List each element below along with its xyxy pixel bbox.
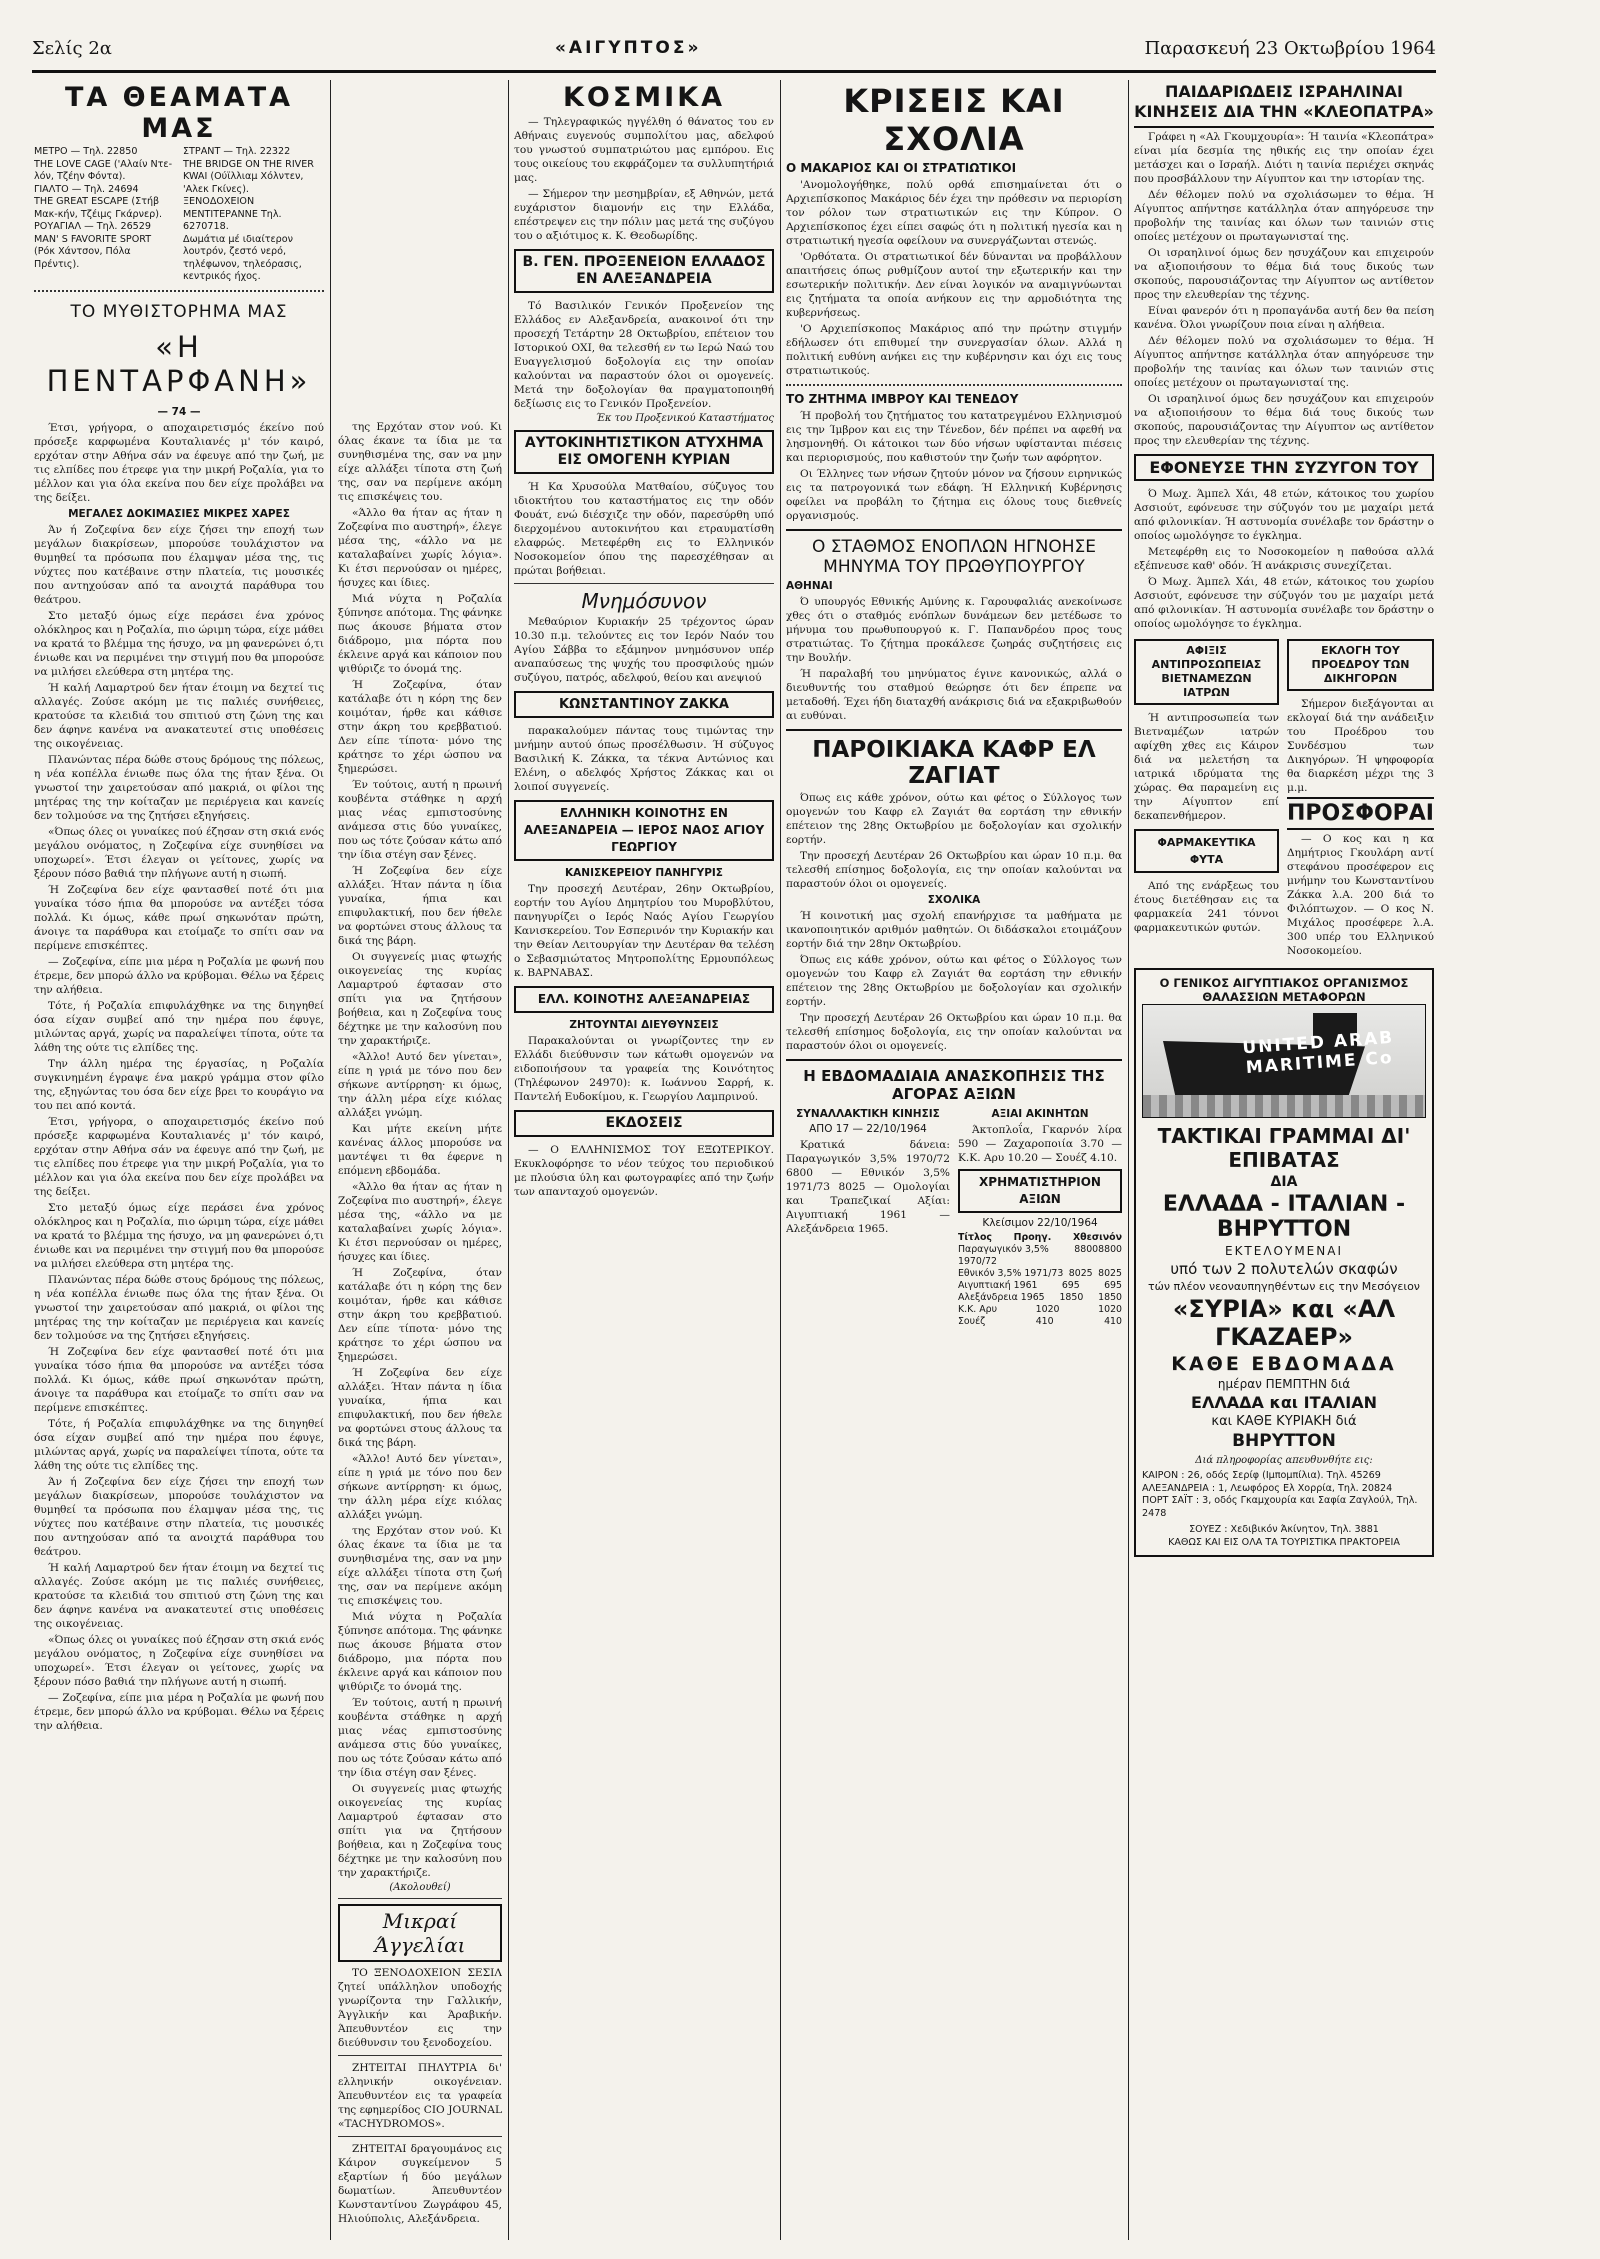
market-review-left: [786, 1105, 950, 1328]
stock-name: Εθνικόν 3,5% 1971/73: [958, 1268, 1064, 1279]
market-paragraph: Κρατικά δάνεια: Παραγωγικόν 3,5% 1970/72 6800 — Εθνικόν 3,5% 1971/73 8025 — Ομολογίαι και Τραπεζικαί Αξίαι: Αιγυπτιακή 1961 — Αλεξάνδρεια 1965.: [786, 1139, 950, 1235]
stock-prev: 1020: [1035, 1304, 1060, 1315]
ad-line: και ΚΑΘΕ ΚΥΡΙΑΚΗ διά: [1211, 1414, 1357, 1429]
classified-ad: ΤΟ ΞΕΝΟΔΟΧΕΙΟΝ ΣΕΣΙΛ ζητεί υπάλληλον υποδοχής γνωρίζοντα την Γαλλικήν, Άγγλικήν και Άραβικήν. Άπευθυντέον εις την διεύθυνσιν του ξενοδοχείου.: [338, 1967, 502, 2049]
column-novel-classifieds: [338, 420, 502, 2228]
ad-contact: ΠΟΡΤ ΣΑΪΤ : 3, οδός Γκαμχουρία και Σαφία Ζαγλούλ, Τηλ. 2478: [1142, 1495, 1418, 1519]
ad-line: ΕΚΤΕΛΟΥΜΕΝΑΙ: [1224, 1244, 1343, 1258]
stock-close: 695: [1104, 1280, 1122, 1291]
novel-paragraph: Έν τούτοις, αυτή η πρωινή κουβέντα στάθηκε η αρχή μιας νέας εμπιστοσύνης ανάμεσα στις δύο γυναίκες, που ως τότε ζούσαν κάτω από την ίδια στέγη σαν ξένες.: [338, 1697, 502, 1779]
memorial-text: παρακαλούμεν πάντας τους τιμώντας την μνήμην αυτού όπως προσέλθωσιν. Ή σύζυγος Βασιλική Κ. Ζάκκα, τα τέκνα Αντώνιος και Ελένη, ο αδελφός Χρήστος Ζάκκας και οι λοιποί συγγενείς.: [514, 725, 774, 793]
ad-organisation: Ο ΓΕΝΙΚΟΣ ΑΙΓΥΠΤΙΑΚΟΣ ΟΡΓΑΝΙΣΜΟΣ ΘΑΛΑΣΣΙΩΝ ΜΕΤΑΦΟΡΩΝ: [1159, 976, 1409, 1004]
divider: [514, 583, 774, 584]
social-title: ΚΟΣΜΙΚΑ: [562, 82, 726, 113]
theatre-title: ΤΑ ΘΕΑΜΑΤΑ ΜΑΣ: [64, 82, 294, 144]
story-paragraph: 'Ο Αρχιεπίσκοπος Μακάριος από την πρώτην στιγμήν εδήλωσεν ότι επιθυμεί την συνεργασίαν όλων. Αλλά η πολιτική ευθύνη ανήκει εις την κυβέρνησιν και όχι εις τους στρατιωτικούς.: [786, 323, 1122, 377]
novel-paragraph: Ή Ζοζεφίνα δεν είχε φαντασθεί ποτέ ότι μια γυναίκα τόσο ήπια θα μπορούσε να αντέξει τόσα πολλά. Κι όμως, κάθε πρωί σηκωνόταν πρώτη, άνοιγε τα παράθυρα και ετοίμαζε το σπίτι σαν να περίμενε επισκέπτες.: [34, 883, 324, 952]
novel-paragraph: Τότε, ή Ροζαλία επιφυλάχθηκε να της διηγηθεί όσα είχαν συμβεί από την ημέρα που έφυγε, μιλώντας αργά, χωρίς να παραλείψει τίποτα, ούτε τα λάθη της ούτε τις ελπίδες της.: [34, 999, 324, 1054]
column-rule: [508, 80, 509, 2240]
masthead: «ΑΙΓΥΠΤΟΣ»: [554, 38, 702, 58]
column-theatre-novel: [34, 80, 324, 1735]
story-paragraph: 'Ανομολογήθηκε, πολύ ορθά επισημαίνεται ότι ο Αρχιεπίσκοπος Μακάριος δέν έχει την πρόθεσιν να περιορίση τον ρόλον των στρατιωτικών εις την Κύπρον. Ο Αρχιεπίσκοπος έχει είπει σαφώς ότι η πολιτική ηγεσία και η στρατιωτική ηγεσία οφείλουν να συνεργάζωνται στενώς.: [786, 179, 1122, 247]
dateline: ΑΘΗΝΑΙ: [786, 580, 833, 592]
cinema-line: ΜΕΤΡΟ — Τηλ. 22850: [34, 146, 138, 157]
church-heading: ΕΛΛΗΝΙΚΗ ΚΟΙΝΟΤΗΣ ΕΝ ΑΛΕΞΑΝΔΡΕΙΑ — ΙΕΡΟΣ ΝΑΟΣ ΑΓΙΟΥ ΓΕΩΡΓΙΟΥ: [514, 800, 774, 861]
novel-paragraph: Πλανώντας πέρα δώθε στους δρόμους της πόλεως, η νέα κοπέλλα ένιωθε πως όλα της ήταν ξένα. Οι γνωστοί την χαιρετούσαν από μακριά, οι φίλοι της μητέρας της την κοίταζαν με περιέργεια και κανείς δεν τολμούσε να της ζητήσει εξηγήσεις.: [34, 753, 324, 822]
community-subheading: ΖΗΤΟΥΝΤΑΙ ΔΙΕΥΘΥΝΣΕΙΣ: [569, 1019, 719, 1031]
story-paragraph: Οι Έλληνες των νήσων ζητούν μόνον να ζήσουν ειρηνικώς εις τα πατρογονικά των εδάφη. Ή Ελληνική Κυβέρνησις οφείλει να προβάλη το ζήτημα εις όλους τους διεθνείς οργανισμούς.: [786, 468, 1122, 522]
cinema-line: ΓΙΑΛΤΟ — Τηλ. 24694: [34, 183, 139, 195]
column-comments: [786, 80, 1122, 1328]
stocks-row: [958, 1292, 1122, 1304]
sea-waves: [1143, 1095, 1425, 1117]
offers-title: ΠΡΟΣΦΟΡΑΙ: [1287, 797, 1434, 830]
story-paragraph: Ή κοινοτική μας σχολή επανήρχισε τα μαθήματα με ικανοποιητικόν αριθμόν μαθητών. Οι διδάσκαλοι ετοιμάζουν εορτήν διά την 28ην Οκτωβρίου.: [786, 910, 1122, 950]
stocks-row: [958, 1280, 1122, 1292]
story-paragraph: Οι ισραηλινοί όμως δεν ησυχάζουν και επιχειρούν να αξιοποιήσουν το θέμα διά τους δικούς των σκοπούς, παρουσιάζοντας την Αίγυπτον ως αντίθετον προς την ελευθερίαν της τέχνης.: [1134, 247, 1434, 301]
stock-prev: 1850: [1059, 1292, 1084, 1303]
stocks-date: Κλείσιμον 22/10/1964: [982, 1217, 1098, 1229]
continued-note: (Ακολουθεί): [389, 1882, 451, 1893]
novel-paragraph: Στο μεταξύ όμως είχε περάσει ένα χρόνος ολόκληρος και η Ροζαλία, πιο ώριμη τώρα, είχε μάθει να κρατά το βλέμμα της ήσυχο, να μη φανερώνει ό,τι ένιωθε και να περιμένει την στιγμή που θα μπορούσε να μιλήσει ελεύθερα στη μητέρα της.: [34, 609, 324, 678]
novel-paragraph: Ή Ζοζεφίνα, όταν κατάλαβε ότι η κόρη της δεν κοιμόταν, ήρθε και κάθισε στην άκρη του κρεββατιού. Δεν είπε τίποτα· μόνο της κράτησε το χέρι ώσπου να ξημερώσει.: [338, 679, 502, 775]
novel-paragraph: Έτσι, γρήγορα, ο αποχαιρετισμός έκείνο πού πρόσεξε καρφωμένα Κουταλιανές μ' τόν καιρό, ερχόταν στην Αθήνα σάν να έφευγε από την ζωή, με τις ελπίδες που έτρεφε για την μικρή Ροζαλία, για το μέλλον και για όλα εκείνα που δεν είχε προλάβει να της δείξει.: [34, 1115, 324, 1198]
novel-paragraph: Έν τούτοις, αυτή η πρωινή κουβέντα στάθηκε η αρχή μιας νέας εμπιστοσύνης ανάμεσα στις δύο γυναίκες, που ως τότε ζούσαν κάτω από την ίδια στέγη σαν ξένες.: [338, 779, 502, 861]
consulate-heading: Β. ΓΕΝ. ΠΡΟΞΕΝΕΙΟΝ ΕΛΛΑΔΟΣ ΕΝ ΑΛΕΞΑΝΔΡΕΙΑ: [514, 249, 774, 293]
story-paragraph: Δέν θέλομεν πολύ να σχολιάσωμεν το θέμα. Ή Αίγυπτος απήντησε κατάλληλα όταν απηγόρευσε την προβολήν της ταινίας και όλων των ταινιών στις οποίες μετέχουν οι πρωταγωνισταί της.: [1134, 189, 1434, 243]
column-rule: [780, 80, 781, 2240]
stock-close: 1850: [1098, 1292, 1122, 1303]
story-paragraph: Ή προβολή του ζητήματος του κατατρεγμένου Ελληνισμού εις την Ίμβρον και εις την Τένεδον, δέν πρέπει να αφεθή να λησμονηθή. Οι κάτοικοι των δύο νήσων υφίστανται πιέσεις και περιορισμούς, που καθιστούν την ζωήν των αφόρητον.: [786, 410, 1122, 464]
cinema-line: Δωμάτια μέ ιδιαίτερον λουτρόν, ζεστό νερό, τηλέφωνον, τηλεόρασις, κεντρικός ήχος.: [183, 233, 302, 282]
novel-paragraph: — Ζοζεφίνα, είπε μια μέρα η Ροζαλία με φωνή που έτρεμε, δεν μπορώ άλλο να κρύβομαι. Θέλω να ξέρεις την αλήθεια.: [34, 955, 324, 996]
publications-text: — Ο ΕΛΛΗΝΙΣΜΟΣ ΤΟΥ ΕΞΩΤΕΡΙΚΟΥ. Εκυκλοφόρησε το νέον τεύχος του περιοδικού με πλούσια ύλη και φωτογραφίες από την ζωήν των απανταχού ομογενών.: [514, 1144, 774, 1198]
stock-close: 410: [1104, 1316, 1122, 1327]
divider: [338, 1898, 502, 1899]
story-paragraph: Γράφει η «Αλ Γκουμχουρία»: Ή ταινία «Κλεοπάτρα» είναι μία δεσμία της ηθικής εις την οποίαν έχει μετάσχει και ο Ισραήλ. Διότι η ταινία περιέχει σκηνάς που προσβάλλουν την Αίγυπτον και την ιστορίαν της.: [1134, 131, 1434, 185]
ad-line: ΚΑΘΕ ΕΒΔΟΜΑΔΑ: [1171, 1353, 1397, 1375]
story-heading: Ο ΜΑΚΑΡΙΟΣ ΚΑΙ ΟΙ ΣΤΡΑΤΙΩΤΙΚΟΙ: [786, 161, 1017, 175]
novel-paragraph: Μιά νύχτα η Ροζαλία ξύπνησε απότομα. Της φάνηκε πως άκουσε βήματα στον διάδρομο, μια πόρτα που έκλεινε αργά και κάποιον που ψιθύριζε το όνομά της.: [338, 1611, 502, 1693]
ad-contact: ΚΑΙΡΟΝ : 26, οδός Σερίφ (Ιμπομπίλια). Τηλ. 45269: [1142, 1470, 1381, 1481]
community-heading: ΕΛΛ. ΚΟΙΝΟΤΗΣ ΑΛΕΞΑΝΔΡΕΙΑΣ: [514, 986, 774, 1013]
market-dates: ΑΠΟ 17 — 22/10/1964: [809, 1123, 927, 1135]
page-header: [32, 26, 1436, 73]
divider: [786, 384, 1122, 386]
cinema-line: ΣΤΡΑΝΤ — Τηλ. 22322: [183, 146, 291, 157]
novel-subhead: ΜΕΓΑΛΕΣ ΔΟΚΙΜΑΣΙΕΣ ΜΙΚΡΕΣ ΧΑΡΕΣ: [68, 507, 290, 520]
market-subheading: ΣΥΝΑΛΛΑΚΤΙΚΗ ΚΙΝΗΣΙΣ: [796, 1108, 940, 1120]
accident-story: Ή Κα Χρυσούλα Ματθαίου, σύζυγος του ιδιοκτήτου του καταστήματος εις την οδόν Φουάτ, ενώ διέσχιζε την οδόν, παρεσύρθη υπό διερχομένου αυτοκινήτου και ετραυματίσθη ελαφρώς. Μετεφέρθη εις το Ελληνικόν Νοσοκομείον όπου της παρεσχέθησαν αι πρώται βοήθειαι.: [514, 481, 774, 577]
novel-paragraph: Την άλλη ημέρα της έργασίας, η Ροζαλία συγκινημένη έγραψε ένα μακρύ γράμμα στον φίλο της, εξηγώντας του όσα δεν είχε βρει το κουράγιο να του πει από κοντά.: [34, 1057, 324, 1112]
divider: [786, 529, 1122, 531]
ad-destinations: ΕΛΛΑΔΑ - ΙΤΑΛΙΑΝ - ΒΗΡΥΤΤΟΝ: [1162, 1192, 1406, 1242]
cinema-line: ΞΕΝΟΔΟΧΕΙΟΝ ΜΕΝΤΙΤΕΡΑΝΝΕ Τηλ. 6270718.: [183, 196, 282, 232]
lawyers-heading: ΕΚΛΟΓΗ ΤΟΥ ΠΡΟΕΔΡΟΥ ΤΩΝ ΔΙΚΗΓΟΡΩΝ: [1287, 639, 1434, 691]
herbs-heading: ΦΑΡΜΑΚΕΥΤΙΚΑ ΦΥΤΑ: [1134, 829, 1279, 873]
ad-contact: ΑΛΕΞΑΝΔΡΕΙΑ : 1, Λεωφόρος Ελ Χορρία, Τηλ. 20824: [1142, 1482, 1393, 1494]
story-paragraph: Ό υπουργός Εθνικής Αμύνης κ. Γαρουφαλιάς ανεκοίνωσε χθες ότι ο σταθμός ενόπλων δυνάμεων δεν μετέδωσε το μήνυμα του πρωθυπουργού κ. Γ. Παπανδρέου προς τους στρατιώτας. Το ζήτημα προκάλεσε ζωηράς συζητήσεις εις την Βουλήν.: [786, 596, 1122, 664]
ad-line: ΕΛΛΑΔΑ και ΙΤΑΛΙΑΝ: [1191, 1393, 1377, 1412]
church-subheading: ΚΑΝΙΣΚΕΡΕΙΟΥ ΠΑΝΗΓΥΡΙΣ: [565, 867, 723, 879]
novel-title: «Η ΠΕΝΤΑΡΦΑΝΗ»: [46, 329, 312, 398]
news-box-left: [1134, 633, 1279, 960]
novel-paragraph: «Άλλο θα ήταν ας ήταν η Ζοζεφίνα πιο αυστηρή», έλεγε μέσα της, «άλλο να με καταλαβαίνει χωρίς λόγια». Κι έτσι περνούσαν οι ημέρες, ήσυχες και ίδιες.: [338, 507, 502, 589]
stocks-header-row: [958, 1232, 1122, 1244]
stock-name: Σουέζ: [958, 1316, 986, 1327]
column-social: [514, 80, 774, 1201]
novel-paragraph: «Όπως όλες οι γυναίκες πού έζησαν στη σκιά ενός μεγάλου ονόματος, η Ζοζεφίνα είχε συνηθίσει να υποχωρεί». Έτσι έλεγαν οι γείτονες, χωρίς να ξέρουν πόσο βαθιά την πλήγωνε αυτή η σιωπή.: [34, 1633, 324, 1688]
ad-line: τών πλέον νεοναυπηγηθέντων εις την Μεσόγειον: [1148, 1280, 1420, 1293]
accident-heading: ΑΥΤΟΚΙΝΗΤΙΣΤΙΚΟΝ ΑΤΥΧΗΜΑ ΕΙΣ ΟΜΟΓΕΝΗ ΚΥΡΙΑΝ: [514, 430, 774, 474]
stock-name: Παραγωγικόν 3,5% 1970/72: [958, 1244, 1049, 1267]
ad-headline: ΤΑΚΤΙΚΑΙ ΓΡΑΜΜΑΙ ΔΙ' ΕΠΙΒΑΤΑΣ: [1157, 1124, 1411, 1172]
cleopatra-heading: ΠΑΙΔΑΡΙΩΔΕΙΣ ΙΣΡΑΗΛΙΝΑΙ ΚΙΝΗΣΕΙΣ ΔΙΑ ΤΗΝ «ΚΛΕΟΠΑΤΡΑ»: [1134, 82, 1434, 128]
column-news: [1134, 80, 1434, 1565]
story-paragraph: 'Ορθότατα. Οι στρατιωτικοί δέν δύνανται να προβάλλουν απαιτήσεις όπως ρυθμίζουν αυτοί την εξωτερικήν και την εσωτερικήν πολιτικήν. Δεν είναι λογικόν να αναμιγνύωνται εις ζητήματα τα οποία ανήκουν εις την αρμοδιότητα της κυβερνήσεως.: [786, 251, 1122, 319]
stocks-column-header: Προηγ.: [1013, 1232, 1052, 1243]
page-label: Σελίς 2α: [32, 37, 112, 59]
chapter-number: — 74 —: [157, 405, 201, 418]
column-rule: [330, 80, 331, 2240]
divider: [786, 1059, 1122, 1061]
story-paragraph: Από της ενάρξεως του έτους διετέθησαν εις τα φαρμακεία 241 τόννοι φαρμακευτικών φυτών.: [1134, 880, 1279, 934]
ship-illustration: [1142, 1004, 1426, 1118]
novel-paragraph: «Όπως όλες οι γυναίκες πού έζησαν στη σκιά ενός μεγάλου ονόματος, η Ζοζεφίνα είχε συνηθίσει να υποχωρεί». Έτσι έλεγαν οι γείτονες, χωρίς να ξέρουν πόσο βαθιά την πλήγωνε αυτή η σιωπή.: [34, 825, 324, 880]
novel-paragraph: Ή Ζοζεφίνα δεν είχε αλλάξει. Ήταν πάντα η ίδια γυναίκα, ήπια και επιφυλακτική, που δεν ήθελε να φορτώνει στους άλλους τα δικά της βάρη.: [338, 1367, 502, 1449]
story-paragraph: Δέν θέλομεν πολύ να σχολιάσωμεν το θέμα. Ή Αίγυπτος απήντησε κατάλληλα όταν απηγόρευσε την προβολήν της ταινίας και όλων των ταινιών στις οποίες μετέχουν οι πρωταγωνισταί της.: [1134, 335, 1434, 389]
ad-line: ΒΗΡΥΤΤΟΝ: [1232, 1431, 1336, 1451]
consulate-signature: Έκ του Προξενικού Καταστήματος: [595, 413, 774, 424]
memorial-title: Μνημόσυνον: [581, 589, 707, 613]
divider: [786, 729, 1122, 731]
novel-paragraph: Οι συγγενείς μιας φτωχής οικογενείας της κυρίας Λαμαρτρού έφτασαν στο σπίτι για να ζητήσουν βοήθεια, και η Ζοζεφίνα τους δέχτηκε με την καλοσύνη που την χαρακτήριζε.: [338, 1783, 502, 1879]
offers-text: — Ο κος και η κα Δημήτριος Γκουλάρη αντί στεφάνου προσέφερον εις μνήμην του Κωνσταντίνου Ζάκκα λ.Α. 200 διά το Φιλόπτωχον. — Ο κος Ν. Μιχάλος προσέφερε λ.Α. 300 υπέρ του Ελληνικού Νοσοκομείου.: [1286, 833, 1434, 957]
news-box-right: [1287, 633, 1434, 960]
publications-heading: ΕΚΔΟΣΕΙΣ: [514, 1110, 774, 1137]
stocks-column-header: Τίτλος: [958, 1232, 992, 1243]
stock-prev: 695: [1061, 1280, 1080, 1291]
novel-paragraph: — Ζοζεφίνα, είπε μια μέρα η Ροζαλία με φωνή που έτρεμε, δεν μπορώ άλλο να κρύβομαι. Θέλω να ξέρεις την αλήθεια.: [34, 1691, 324, 1732]
story-heading: Ο ΣΤΑΘΜΟΣ ΕΝΟΠΛΩΝ ΗΓΝΟΗΣΕ ΜΗΝΥΜΑ ΤΟΥ ΠΡΩΘΥΠΟΥΡΓΟΥ: [811, 537, 1097, 577]
novel-paragraph: Πλανώντας πέρα δώθε στους δρόμους της πόλεως, η νέα κοπέλλα ένιωθε πως όλα της ήταν ξένα. Οι γνωστοί την χαιρετούσαν από μακριά, οι φίλοι της μητέρας της την κοίταζαν με περιέργεια και κανείς δεν τολμούσε να της ζητήσει εξηγήσεις.: [34, 1273, 324, 1342]
stocks-row: [958, 1268, 1122, 1280]
ship-banner-text: UNITED ARAB MARITIME Co: [1241, 1027, 1395, 1079]
story-paragraph: Ή παραλαβή του μηνύματος έγινε κανονικώς, αλλά ο διευθυντής του σταθμού θεώρησε ότι δεν έπρεπε να μεταδοθή. Έχει ήδη διαταχθή ανάκρισις διά να εξακριβωθούν αι ευθύναι.: [786, 668, 1122, 722]
column-rule: [1128, 80, 1129, 2240]
market-paragraph: Άκτοπλοΐα, Γκαρνόν λίρα 590 — Ζαχαροποιία 3.70 — Κ.Κ. Αρυ 10.20 — Σουέζ 4.10.: [958, 1124, 1122, 1164]
stocks-row: [958, 1304, 1122, 1316]
novel-paragraph: Ή καλή Λαμαρτρού δεν ήταν έτοιμη να δεχτεί τις αλλαγές. Ζούσε ακόμη με τις παλιές συνήθειες, κρατούσε τα κλειδιά του σπιτιού στη ζώνη της και δεν άφηνε κανένα να ανακατευτεί στις υποθέσεις της οικογένειας.: [34, 1561, 324, 1630]
cinema-listing-right: [183, 146, 324, 284]
issue-date: Παρασκευή 23 Οκτωβρίου 1964: [1144, 37, 1436, 59]
story-paragraph: Ό Μωχ. Άμπελ Χάι, 48 ετών, κάτοικος του χωρίου Ασσιούτ, εφόνευσε την σύζυγόν του με μαχαίρι μετά από φιλονικίαν. Ή αστυνομία συνέλαβε τον δράστην ο οποίος ωμολόγησε το έγκλημα.: [1134, 488, 1434, 542]
ad-line: Διά πληροφορίας απευθυνθήτε εις:: [1195, 1455, 1373, 1466]
novel-paragraph: Άν ή Ζοζεφίνα δεν είχε ζήσει την εποχή των μεγάλων διακρίσεων, μπορούσε τουλάχιστον να θυμηθεί τα πρόσωπα που έλαμψαν μέσα της, τις νύχτες που κατέβαινε στην πλατεία, τις μουσικές που αντηχούσαν από τα ανοιχτά παράθυρα του θεάτρου.: [34, 1475, 324, 1558]
social-item: — Σήμερον την μεσημβρίαν, εξ Αθηνών, μετά ευχάριστον διαμονήν εις την Ελλάδα, επέστρεψεν εις την πόλιν μας μετά της συζύγου του ο αξιότιμος κ. Κ. Θεοδωρίδης.: [514, 188, 774, 242]
divider: [34, 290, 324, 292]
ad-line: ΔΙΑ: [1270, 1174, 1298, 1190]
delegation-heading: ΑΦΙΞΙΣ ΑΝΤΙΠΡΟΣΩΠΕΙΑΣ ΒΙΕΤΝΑΜΕΖΩΝ ΙΑΤΡΩΝ: [1134, 639, 1279, 705]
story-heading: ΠΑΡΟΙΚΙΑΚΑ ΚΑΦΡ ΕΛ ΖΑΓΙΑΤ: [812, 737, 1096, 789]
divider: [338, 2055, 502, 2056]
novel-paragraph: Ή Ζοζεφίνα, όταν κατάλαβε ότι η κόρη της δεν κοιμόταν, ήρθε και κάθισε στην άκρη του κρεββατιού. Δεν είπε τίποτα· μόνο της κράτησε το χέρι ώσπου να ξημερώσει.: [338, 1267, 502, 1363]
story-paragraph: Ό Μωχ. Άμπελ Χάι, 48 ετών, κάτοικος του χωρίου Ασσιούτ, εφόνευσε την σύζυγόν του με μαχαίρι μετά από φιλονικίαν. Ή αστυνομία συνέλαβε τον δράστην ο οποίος ωμολόγησε το έγκλημα.: [1134, 576, 1434, 630]
story-paragraph: Οι ισραηλινοί όμως δεν ησυχάζουν και επιχειρούν να αξιοποιήσουν το θέμα διά τους δικούς των σκοπούς, παρουσιάζοντας την Αίγυπτον ως αντίθετον προς την ελευθερίαν της τέχνης.: [1134, 393, 1434, 447]
market-subheading: ΑΞΙΑΙ ΑΚΙΝΗΤΩΝ: [991, 1108, 1089, 1120]
novel-paragraph: «Άλλο! Αυτό δεν γίνεται», είπε η γριά με τόνο που δεν σήκωνε αντίρρηση· κι όμως, την άλλη μέρα είχε κιόλας αλλάξει γνώμη.: [338, 1453, 502, 1521]
novel-paragraph: Ή Ζοζεφίνα δεν είχε αλλάξει. Ήταν πάντα η ίδια γυναίκα, ήπια και επιφυλακτική, που δεν ήθελε να φορτώνει στους άλλους τα δικά της βάρη.: [338, 865, 502, 947]
stock-name: Αλεξάνδρεια 1965: [958, 1292, 1045, 1303]
cinema-line: THE BRIDGE ON THE RIVER KWAI (Ούϊλλιαμ Χόλντεν, 'Αλεκ Γκίνες).: [183, 158, 314, 195]
news-boxes: [1134, 633, 1434, 960]
stocks-title: ΧΡΗΜΑΤΙΣΤΗΡΙΟΝ ΑΞΙΩΝ: [958, 1169, 1122, 1213]
novel-paragraph: της Ερχόταν στον νού. Κι όλας έκανε τα ίδια με τα συνηθισμένα της, σαν να μην είχε αλλάξει τίποτα στη ζωή της, σαν να περίμενε ακόμη τις επισκέψεις του.: [338, 1525, 502, 1607]
novel-paragraph: «Άλλο θα ήταν ας ήταν η Ζοζεφίνα πιο αυστηρή», έλεγε μέσα της, «άλλο να με καταλαβαίνει χωρίς λόγια». Κι έτσι περνούσαν οι ημέρες, ήσυχες και ίδιες.: [338, 1181, 502, 1263]
story-paragraph: Είναι φανερόν ότι η προπαγάνδα αυτή δεν θα πείση κανένα. Όλοι γνωρίζουν ποια είναι η αλήθεια.: [1134, 305, 1434, 331]
stock-close: 8025: [1098, 1268, 1122, 1279]
memorial-name: ΚΩΝΣΤΑΝΤΙΝΟΥ ΖΑΚΚΑ: [514, 691, 774, 718]
cinema-line: MAN' S FAVORITE SPORT (Ρόκ Χάντσον, Πόλα Πρέντις).: [34, 233, 152, 270]
stock-prev: 410: [1035, 1316, 1054, 1327]
church-notice: Την προσεχή Δευτέραν, 26ην Οκτωβρίου, εορτήν του Αγίου Δημητρίου του Μυροβλύτου, πανηγυρίζει ο Ιερός Ναός Αγίου Γεωργίου Κανισκερείου. Τον Εσπερινόν την Κυριακήν και την Θείαν Λειτουργίαν την Δευτέραν θα τελέση ο Σεβασμιώτατος Μητροπολίτης Ερμουπόλεως κ. ΒΑΡΝΑΒΑΣ.: [514, 883, 774, 979]
consulate-notice: Τό Βασιλικόν Γενικόν Προξενείον της Ελλάδος εν Αλεξανδρεία, ανακοινοί ότι την προσεχή Τετάρτην 28 Οκτωβρίου, επέτειον του Ιστορικού ΟΧΙ, θα τελεσθή εν τω Ιερώ Ναώ του Ευαγγελισμού δοξολογία εις την οποίαν καλούνται να παραστούν όλοι οι ομογενείς. Μετά την δοξολογίαν θα πραγματοποιηθή δεξίωσις εις το Γενικόν Προξενείον.: [514, 300, 774, 410]
shipping-advertisement: [1134, 968, 1434, 1557]
ad-ship-names: «ΣΥΡΙΑ» και «ΑΛ ΓΚΑΖΑΕΡ»: [1172, 1295, 1396, 1351]
divider: [338, 2136, 502, 2137]
novel-paragraph: Οι συγγενείς μιας φτωχής οικογενείας της κυρίας Λαμαρτρού έφτασαν στο σπίτι για να ζητήσουν βοήθεια, και η Ζοζεφίνα τους δέχτηκε με την καλοσύνη που την χαρακτήριζε.: [338, 951, 502, 1047]
novel-paragraph: Άν ή Ζοζεφίνα δεν είχε ζήσει την εποχή των μεγάλων διακρίσεων, μπορούσε τουλάχιστον να θυμηθεί τα πρόσωπα που έλαμψαν μέσα της, τις νύχτες που κατέβαινε στην πλατεία, τις μουσικές που αντηχούσαν από τα ανοιχτά παράθυρα του θεάτρου.: [34, 523, 324, 606]
novel-paragraph: Ή καλή Λαμαρτρού δεν ήταν έτοιμη να δεχτεί τις αλλαγές. Ζούσε ακόμη με τις παλιές συνήθειες, κρατούσε τα κλειδιά του σπιτιού στη ζώνη της και δεν άφηνε κανένα να ανακατευτεί στις υποθέσεις της οικογένειας.: [34, 681, 324, 750]
cinema-line: THE GREAT ESCAPE (Στήβ Μακ-κήν, Τζέιμς Γκάρνερ).: [34, 196, 163, 220]
story-paragraph: Την προσεχή Δευτέραν 26 Οκτωβρίου και ώραν 10 π.μ. θα τελεσθή επίσημος δοξολογία, εις την οποίαν καλούνται να παραστούν όλοι οι ομογενείς.: [786, 1012, 1122, 1052]
ad-line: ημέραν ΠΕΜΠΤΗΝ διά: [1217, 1377, 1351, 1391]
novel-paragraph: της Ερχόταν στον νού. Κι όλας έκανε τα ίδια με τα συνηθισμένα της, σαν να μην είχε αλλάξει τίποτα στη ζωή της, σαν να περίμενε ακόμη τις επισκέψεις του.: [338, 421, 502, 503]
novel-paragraph: Τότε, ή Ροζαλία επιφυλάχθηκε να της διηγηθεί όσα είχαν συμβεί από την ημέρα που έφυγε, μιλώντας αργά, χωρίς να παραλείψει τίποτα, ούτε τα λάθη της ούτε τις ελπίδες της.: [34, 1417, 324, 1472]
cinema-line: THE LOVE CAGE ('Αλαίν Ντε-λόν, Τζέην Φόντα).: [34, 158, 173, 182]
classified-ad: ΖΗΤΕΙΤΑΙ δραγουμάνος εις Κάιρον συγκείμενον 5 εξαρτίων ή δύο μεγάλων δωματίων. Άπευθυντέον Κωνσταντίνου Ζωγράφου 45, Ηλιούπολις, Αλεξάνδρεια.: [338, 2143, 502, 2225]
story-subheading: ΣΧΟΛΙΚΑ: [927, 894, 981, 906]
novel-paragraph: «Άλλο! Αυτό δεν γίνεται», είπε η γριά με τόνο που δεν σήκωνε αντίρρηση· κι όμως, την άλλη μέρα είχε κιόλας αλλάξει γνώμη.: [338, 1051, 502, 1119]
novel-paragraph: Στο μεταξύ όμως είχε περάσει ένα χρόνος ολόκληρος και η Ροζαλία, πιο ώριμη τώρα, είχε μάθει να κρατά το βλέμμα της ήσυχο, να μη φανερώνει ό,τι ένιωθε και να περιμένει την στιγμή που θα μπορούσε να μιλήσει ελεύθερα στη μητέρα της.: [34, 1201, 324, 1270]
ad-contact: ΣΟΥΕΖ : Χεδιβικόν Άκίνητον, Τηλ. 3881: [1189, 1524, 1379, 1535]
stocks-row: [958, 1244, 1122, 1268]
story-paragraph: Ή αντιπροσωπεία των Βιετναμέζων ιατρών αφίχθη χθες εις Κάιρον διά να μελετήση τα ιατρικά ιδρύματα της χώρας. Θα παραμείνη εις την Αίγυπτον επί δεκαπενθήμερον.: [1134, 712, 1279, 822]
stocks-row: [958, 1316, 1122, 1328]
story-paragraph: Όπως εις κάθε χρόνον, ούτω και φέτος ο Σύλλογος των ομογενών του Καφρ ελ Ζαγιάτ θα εορτάση την εθνικήν επέτειον της 28ης Οκτωβρίου με δοξολογίαν και σχολικήν εορτήν.: [786, 792, 1122, 846]
classifieds-title: Μικραί Άγγελίαι: [338, 1904, 502, 1962]
cinema-listings: [34, 146, 324, 284]
cinema-line: ΡΟΥΑΓΙΑΛ — Τηλ. 26529: [34, 221, 151, 232]
murder-heading: ΕΦΟΝΕΥΣΕ ΤΗΝ ΣΥΖΥΓΟΝ ΤΟΥ: [1134, 454, 1434, 481]
story-heading: ΤΟ ΖΗΤΗΜΑ ΙΜΒΡΟΥ ΚΑΙ ΤΕΝΕΔΟΥ: [786, 392, 1019, 406]
memorial-text: Μεθαύριον Κυριακήν 25 τρέχοντος ώραν 10.30 π.μ. τελούντες εις τον Ιερόν Ναόν του Αγίου Σάββα το εξάμηνον μνημόσυνον υπέρ αναπαύσεως της ψυχής του προσφιλούς ημών συζύγου, πατρός, αδελφού, θείου και ανεψιού: [514, 616, 774, 684]
stock-prev: 8800: [1074, 1244, 1099, 1255]
story-heading: Η ΕΒΔΟΜΑΔΙΑΙΑ ΑΝΑΣΚΟΠΗΣΙΣ ΤΗΣ ΑΓΟΡΑΣ ΑΞΙΩΝ: [803, 1067, 1105, 1103]
market-review: [786, 1105, 1122, 1328]
story-paragraph: Την προσεχή Δευτέραν 26 Οκτωβρίου και ώραν 10 π.μ. θα τελεσθή επίσημος δοξολογία, εις την οποίαν καλούνται να παραστούν όλοι οι ομογενείς.: [786, 850, 1122, 890]
social-item: — Τηλεγραφικώς ηγγέλθη ό θάνατος του εν Αθήναις ευγενούς συμπολίτου μας, αδελφού του γνωστού συμπατριώτου μας εμπόρου. Εις τους οικείους του εκφράζομεν τα συλλυπητήριά μας.: [514, 116, 774, 184]
stock-name: Αιγυπτιακή 1961: [958, 1280, 1038, 1291]
stock-name: Κ.Κ. Αρυ: [958, 1304, 998, 1315]
novel-paragraph: Μιά νύχτα η Ροζαλία ξύπνησε απότομα. Της φάνηκε πως άκουσε βήματα στον διάδρομο, μια πόρτα που έκλεινε αργά και κάποιον που ψιθύριζε το όνομά της.: [338, 593, 502, 675]
story-paragraph: Σήμερον διεξάγονται αι εκλογαί διά την ανάδειξιν του Προέδρου του Συνδέσμου των Δικηγόρων. Ή ψηφοφορία θα διαρκέση μέχρι της 3 μ.μ.: [1286, 698, 1434, 794]
ad-contact: ΚΑΘΩΣ ΚΑΙ ΕΙΣ ΟΛΑ ΤΑ ΤΟΥΡΙΣΤΙΚΑ ΠΡΑΚΤΟΡΕΙΑ: [1168, 1536, 1400, 1548]
stock-prev: 8025: [1068, 1268, 1093, 1279]
community-notice: Παρακαλούνται οι γνωρίζοντες την εν Ελλάδι διεύθυνσιν των κάτωθι ομογενών να ειδοποιήσουν τα γραφεία της Κοινότητος (Τηλέφωνον 24970): κ. Ιωάννου Σαρρή, κ. Παντελή Ευδοκίμου, κ. Γεωργίου Λαμπρινού.: [514, 1035, 774, 1103]
story-paragraph: Μετεφέρθη εις το Νοσοκομείον η παθούσα αλλά εξέπνευσε καθ' οδόν. Ή ανάκρισις συνεχίζεται.: [1134, 546, 1434, 572]
novel-paragraph: Ή Ζοζεφίνα δεν είχε φαντασθεί ποτέ ότι μια γυναίκα τόσο ήπια θα μπορούσε να αντέξει τόσα πολλά. Κι όμως, κάθε πρωί σηκωνόταν πρώτη, άνοιγε τα παράθυρα και ετοίμαζε το σπίτι σαν να περίμενε επισκέπτες.: [34, 1345, 324, 1414]
classified-ad: ΖΗΤΕΙΤΑΙ ΠΗΛΥΤΡΙΑ δι' ελληνικήν οικογένειαν. Άπευθυντέον εις τα γραφεία της εφημερίδος CIO JOURNAL «TACHYDROMOS».: [338, 2062, 502, 2130]
novel-paragraph: Έτσι, γρήγορα, ο αποχαιρετισμός έκείνο πού πρόσεξε καρφωμένα Κουταλιανές μ' τόν καιρό, ερχόταν στην Αθήνα σάν να έφευγε από την ζωή, με τις ελπίδες που έτρεφε για την μικρή Ροζαλία, για το μέλλον και για όλα εκείνα που δεν είχε προλάβει να της δείξει.: [34, 421, 324, 504]
cinema-listing-left: [34, 146, 175, 284]
market-review-right: [958, 1105, 1122, 1328]
comments-title: ΚΡΙΣΕΙΣ ΚΑΙ ΣΧΟΛΙΑ: [843, 82, 1065, 158]
stock-close: 8800: [1098, 1244, 1122, 1255]
novel-paragraph: Και μήτε εκείνη μήτε κανένας άλλος μπορούσε να μαντέψει τι θα έφερνε η επόμενη εβδομάδα.: [338, 1123, 502, 1177]
ad-line: υπό των 2 πολυτελών σκαφών: [1170, 1260, 1398, 1278]
stock-close: 1020: [1098, 1304, 1122, 1315]
novel-kicker: ΤΟ ΜΥΘΙΣΤΟΡΗΜΑ ΜΑΣ: [70, 301, 288, 322]
story-paragraph: Όπως εις κάθε χρόνον, ούτω και φέτος ο Σύλλογος των ομογενών του Καφρ ελ Ζαγιάτ θα εορτάση την εθνικήν επέτειον της 28ης Οκτωβρίου με δοξολογίαν και σχολικήν εορτήν.: [786, 954, 1122, 1008]
stocks-column-header: Χθεσινόν: [1072, 1232, 1122, 1243]
